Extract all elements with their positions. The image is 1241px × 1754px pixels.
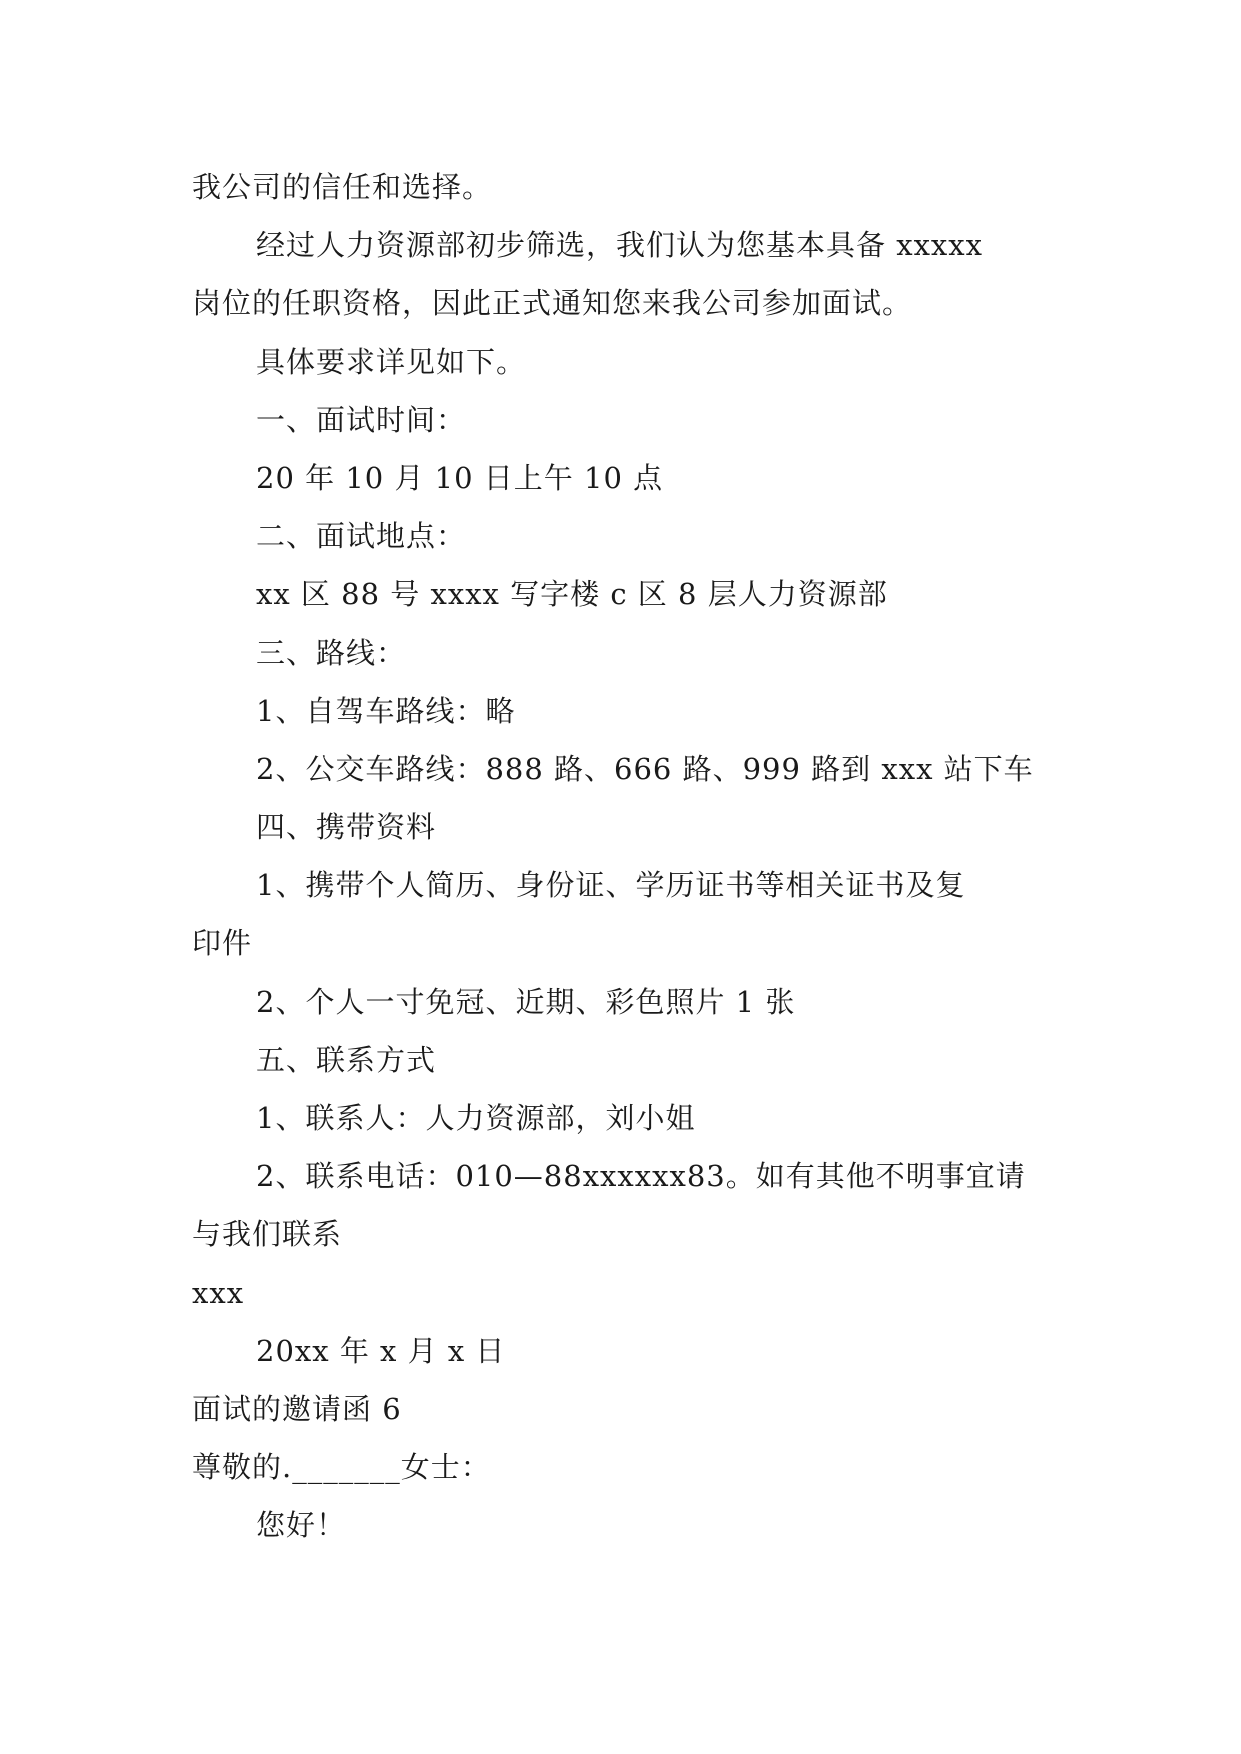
date-line: 20xx 年 x 月 x 日 [256,1333,506,1368]
text-line: 岗位的任职资格，因此正式通知您来我公司参加面试。 [192,286,913,321]
contact-person: 1、联系人：人力资源部，刘小姐 [256,1101,696,1135]
section-heading-contact: 五、联系方式 [256,1042,437,1077]
text-line: 具体要求详见如下。 [256,344,527,379]
signature: xxx [192,1275,245,1310]
route-bus: 2、公交车路线：888 路、666 路、999 路到 xxx 站下车 [256,751,1034,786]
materials-item-1-cont: 印件 [192,926,253,961]
letter-title: 面试的邀请函 6 [192,1391,402,1426]
greeting: 您好！ [256,1508,347,1543]
salutation: 尊敬的._______女士： [192,1450,491,1485]
section-heading-location: 二、面试地点： [256,519,467,554]
materials-item-2: 2、个人一寸免冠、近期、彩色照片 1 张 [256,984,796,1019]
section-heading-materials: 四、携带资料 [256,810,437,845]
route-driving: 1、自驾车路线：略 [256,693,516,728]
section-heading-route: 三、路线： [256,635,407,670]
interview-location: xx 区 88 号 xxxx 写字楼 c 区 8 层人力资源部 [256,577,888,612]
contact-phone-cont: 与我们联系 [192,1217,343,1252]
section-heading-time: 一、面试时间： [256,402,467,437]
materials-item-1: 1、携带个人简历、身份证、学历证书等相关证书及复 [256,868,966,903]
text-line: 我公司的信任和选择。 [192,170,493,204]
document-body [192,158,1062,1555]
contact-phone: 2、联系电话：010—88xxxxxx83。如有其他不明事宜请 [256,1159,1026,1194]
interview-time: 20 年 10 月 10 日上午 10 点 [256,460,664,495]
text-line: 经过人力资源部初步筛选，我们认为您基本具备 xxxxx [256,228,983,263]
